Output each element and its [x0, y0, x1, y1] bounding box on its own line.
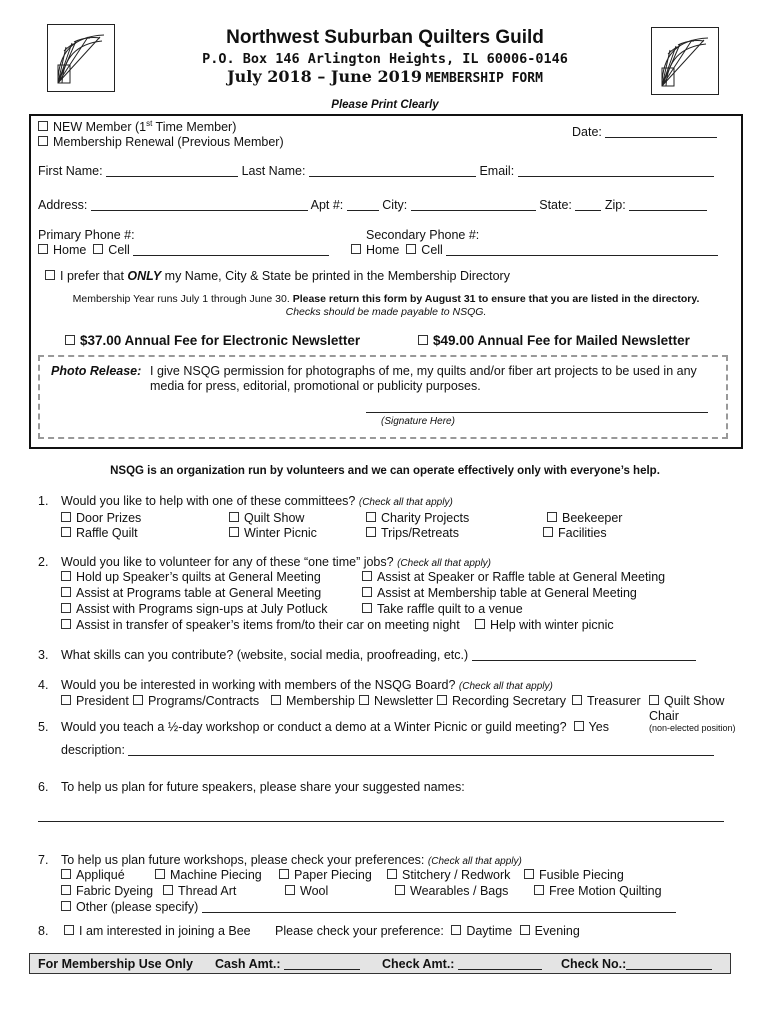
- secondary-phone-input[interactable]: [446, 243, 718, 256]
- checkbox[interactable]: [279, 869, 289, 879]
- q2-number: 2.: [38, 555, 49, 569]
- q4-option-quilt-show[interactable]: Quilt Show: [649, 694, 724, 708]
- membership-use-label: For Membership Use Only: [38, 957, 193, 971]
- q8-preference: Please check your preference: Daytime Evening: [275, 924, 580, 938]
- q6-number: 6.: [38, 780, 49, 794]
- secondary-home-checkbox[interactable]: [351, 244, 361, 254]
- fee-electronic-checkbox[interactable]: [65, 335, 75, 345]
- membership-year-note: Membership Year runs July 1 through June 30. Please return this form by August 31 to ensure that you are listed in the directory. Checks should be made payable to NSQG.: [72, 293, 700, 318]
- primary-phone-input[interactable]: [133, 243, 329, 256]
- q7-question: To help us plan future workshops, please check your preferences: (Check all that apply): [61, 853, 522, 867]
- checkbox[interactable]: [61, 885, 71, 895]
- checkbox[interactable]: [61, 527, 71, 537]
- q7-number: 7.: [38, 853, 49, 867]
- form-subtitle: [0, 67, 770, 86]
- checkbox[interactable]: [271, 695, 281, 705]
- daytime-checkbox[interactable]: [451, 925, 461, 935]
- q4-option-treasurer[interactable]: Treasurer: [572, 694, 641, 708]
- q4-non-elected-note: (non-elected position): [649, 723, 736, 733]
- checkbox[interactable]: [366, 512, 376, 522]
- q1-question: Would you like to help with one of these committees? (Check all that apply): [61, 494, 453, 508]
- q2-option-speaker-items[interactable]: Assist in transfer of speaker’s items from/to their car on meeting night: [61, 618, 460, 632]
- date-field[interactable]: Date:: [572, 125, 717, 139]
- q2-option-membership-table[interactable]: Assist at Membership table at General Meeting: [362, 586, 637, 600]
- q1-option-door-prizes[interactable]: Door Prizes: [61, 511, 141, 525]
- q1-option-quilt-show[interactable]: Quilt Show: [229, 511, 304, 525]
- directory-preference[interactable]: I prefer that ONLY my Name, City & State be printed in the Membership Directory: [45, 269, 510, 283]
- membership-year: July 2018 – June 2019: [227, 67, 423, 86]
- q4-option-membership[interactable]: Membership: [271, 694, 355, 708]
- checkbox[interactable]: [437, 695, 447, 705]
- checkbox[interactable]: [61, 869, 71, 879]
- checkbox[interactable]: [163, 885, 173, 895]
- checkbox[interactable]: [534, 885, 544, 895]
- checkbox[interactable]: [547, 512, 557, 522]
- checkbox[interactable]: [285, 885, 295, 895]
- q5-question: Would you teach a ½-day workshop or conduct a demo at a Winter Picnic or guild meeting? Yes: [61, 720, 609, 734]
- q1-option-raffle-quilt[interactable]: Raffle Quilt: [61, 526, 138, 540]
- checkbox[interactable]: [229, 512, 239, 522]
- q2-option-programs-signups[interactable]: Assist with Programs sign-ups at July Potluck: [61, 602, 327, 616]
- check-amount-input[interactable]: [458, 957, 542, 970]
- q7-option-fusible-piecing[interactable]: Fusible Piecing: [524, 868, 624, 882]
- q7-option-other[interactable]: Other (please specify): [61, 900, 676, 914]
- q7-option-fabric-dyeing[interactable]: Fabric Dyeing: [61, 884, 153, 898]
- signature-label: (Signature Here): [381, 416, 455, 427]
- q1-option-winter-picnic[interactable]: Winter Picnic: [229, 526, 317, 540]
- checkbox[interactable]: [133, 695, 143, 705]
- checkbox[interactable]: [61, 512, 71, 522]
- q1-option-facilities[interactable]: Facilities: [543, 526, 607, 540]
- cash-amount-field: Cash Amt.:: [215, 957, 360, 971]
- q7-option-stitchery[interactable]: Stitchery / Redwork: [387, 868, 510, 882]
- q5-yes-checkbox[interactable]: [574, 721, 584, 731]
- state-input[interactable]: [575, 198, 601, 211]
- q2-option-winter-picnic[interactable]: Help with winter picnic: [475, 618, 614, 632]
- q3-question: What skills can you contribute? (website, social media, proofreading, etc.): [61, 648, 696, 662]
- city-input[interactable]: [411, 198, 536, 211]
- check-number-input[interactable]: [626, 957, 712, 970]
- checkbox[interactable]: [61, 571, 71, 581]
- checkbox[interactable]: [362, 571, 372, 581]
- q1-option-trips-retreats[interactable]: Trips/Retreats: [366, 526, 459, 540]
- primary-home-checkbox[interactable]: [38, 244, 48, 254]
- checkbox[interactable]: [395, 885, 405, 895]
- q2-option-speaker-raffle-table[interactable]: Assist at Speaker or Raffle table at General Meeting: [362, 570, 665, 584]
- q4-option-newsletter[interactable]: Newsletter: [359, 694, 433, 708]
- directory-checkbox[interactable]: [45, 270, 55, 280]
- renewal-checkbox[interactable]: [38, 136, 48, 146]
- q1-number: 1.: [38, 494, 49, 508]
- checkbox[interactable]: [61, 603, 71, 613]
- q8-number: 8.: [38, 924, 49, 938]
- zip-input[interactable]: [629, 198, 707, 211]
- checkbox[interactable]: [61, 587, 71, 597]
- q7-option-wearables-bags[interactable]: Wearables / Bags: [395, 884, 508, 898]
- fee-mailed-option[interactable]: $49.00 Annual Fee for Mailed Newsletter: [418, 333, 690, 348]
- q1-option-charity-projects[interactable]: Charity Projects: [366, 511, 469, 525]
- first-name-input[interactable]: [106, 164, 238, 177]
- address-row: Address: Apt #: City: State: Zip:: [38, 198, 707, 212]
- q5-description: description:: [61, 743, 714, 757]
- q4-number: 4.: [38, 678, 49, 692]
- primary-phone-label: Primary Phone #:: [38, 228, 135, 242]
- name-row: First Name: Last Name: Email:: [38, 164, 714, 178]
- email-input[interactable]: [518, 164, 714, 177]
- fee-mailed-checkbox[interactable]: [418, 335, 428, 345]
- checkbox[interactable]: [475, 619, 485, 629]
- check-number-field: Check No.:: [561, 957, 712, 971]
- checkbox[interactable]: [61, 619, 71, 629]
- volunteer-note: NSQG is an organization run by volunteers and we can operate effectively only with everyone’s help.: [110, 465, 660, 477]
- q2-option-hold-quilts[interactable]: Hold up Speaker’s quilts at General Meeting: [61, 570, 321, 584]
- secondary-phone-row: Home Cell: [351, 243, 718, 257]
- checkbox[interactable]: [387, 869, 397, 879]
- guild-address: P.O. Box 146 Arlington Heights, IL 60006-0146: [202, 51, 568, 67]
- date-input-line[interactable]: [605, 125, 717, 138]
- renewal-option[interactable]: Membership Renewal (Previous Member): [38, 135, 284, 149]
- q4-option-president[interactable]: President: [61, 694, 129, 708]
- primary-cell-checkbox[interactable]: [93, 244, 103, 254]
- checkbox[interactable]: [524, 869, 534, 879]
- q3-skills-input[interactable]: [472, 648, 696, 661]
- secondary-phone-label: Secondary Phone #:: [366, 228, 480, 242]
- q6-speakers-input[interactable]: [38, 821, 724, 822]
- checkbox[interactable]: [362, 603, 372, 613]
- photo-release-text-2: media for press, editorial, promotional or publicity purposes.: [150, 379, 481, 393]
- q7-option-free-motion[interactable]: Free Motion Quilting: [534, 884, 662, 898]
- q7-option-wool[interactable]: Wool: [285, 884, 328, 898]
- check-amount-field: Check Amt.:: [382, 957, 542, 971]
- checkbox[interactable]: [229, 527, 239, 537]
- form-name: MEMBERSHIP FORM: [425, 71, 543, 86]
- apt-input[interactable]: [347, 198, 379, 211]
- photo-release-text-1: I give NSQG permission for photographs of me, my quilts and/or fiber art projects to be used in any: [150, 364, 697, 378]
- checkbox[interactable]: [362, 587, 372, 597]
- q2-question: Would you like to volunteer for any of these “one time” jobs? (Check all that apply): [61, 555, 492, 569]
- q7-option-machine-piecing[interactable]: Machine Piecing: [155, 868, 262, 882]
- cash-amount-input[interactable]: [284, 957, 360, 970]
- guild-title: Northwest Suburban Quilters Guild: [226, 27, 544, 48]
- q4-question: Would you be interested in working with members of the NSQG Board? (Check all that apply): [61, 678, 553, 692]
- q1-option-beekeeper[interactable]: Beekeeper: [547, 511, 622, 525]
- q7-option-paper-piecing[interactable]: Paper Piecing: [279, 868, 372, 882]
- checkbox[interactable]: [61, 901, 71, 911]
- secondary-cell-checkbox[interactable]: [406, 244, 416, 254]
- q7-option-thread-art[interactable]: Thread Art: [163, 884, 236, 898]
- q5-description-input[interactable]: [128, 743, 714, 756]
- evening-checkbox[interactable]: [520, 925, 530, 935]
- checkbox[interactable]: [366, 527, 376, 537]
- q7-other-input[interactable]: [202, 900, 676, 913]
- q2-option-programs-table[interactable]: Assist at Programs table at General Meeting: [61, 586, 321, 600]
- q5-number: 5.: [38, 720, 49, 734]
- q6-question: To help us plan for future speakers, please share your suggested names:: [61, 780, 465, 794]
- q8-bee-option[interactable]: I am interested in joining a Bee: [64, 924, 251, 938]
- bee-checkbox[interactable]: [64, 925, 74, 935]
- address-input[interactable]: [91, 198, 308, 211]
- checkbox[interactable]: [649, 695, 659, 705]
- signature-line[interactable]: [366, 412, 708, 413]
- q4-chair-label: Chair: [649, 709, 679, 723]
- checkbox[interactable]: [61, 695, 71, 705]
- checkbox[interactable]: [359, 695, 369, 705]
- checkbox[interactable]: [155, 869, 165, 879]
- q2-option-raffle-venue[interactable]: Take raffle quilt to a venue: [362, 602, 523, 616]
- q7-option-applique[interactable]: Appliqué: [61, 868, 125, 882]
- last-name-input[interactable]: [309, 164, 476, 177]
- q3-number: 3.: [38, 648, 49, 662]
- print-clearly-note: Please Print Clearly: [331, 99, 439, 111]
- checkbox[interactable]: [572, 695, 582, 705]
- q4-option-recording-secretary[interactable]: Recording Secretary: [437, 694, 566, 708]
- photo-release-label: Photo Release:: [51, 364, 142, 378]
- fee-electronic-option[interactable]: $37.00 Annual Fee for Electronic Newsletter: [65, 333, 360, 348]
- new-member-option[interactable]: NEW Member (1st Time Member): [38, 119, 236, 134]
- primary-phone-row: Home Cell: [38, 243, 329, 257]
- new-member-checkbox[interactable]: [38, 121, 48, 131]
- checkbox[interactable]: [543, 527, 553, 537]
- q4-option-programs-contracts[interactable]: Programs/Contracts: [133, 694, 259, 708]
